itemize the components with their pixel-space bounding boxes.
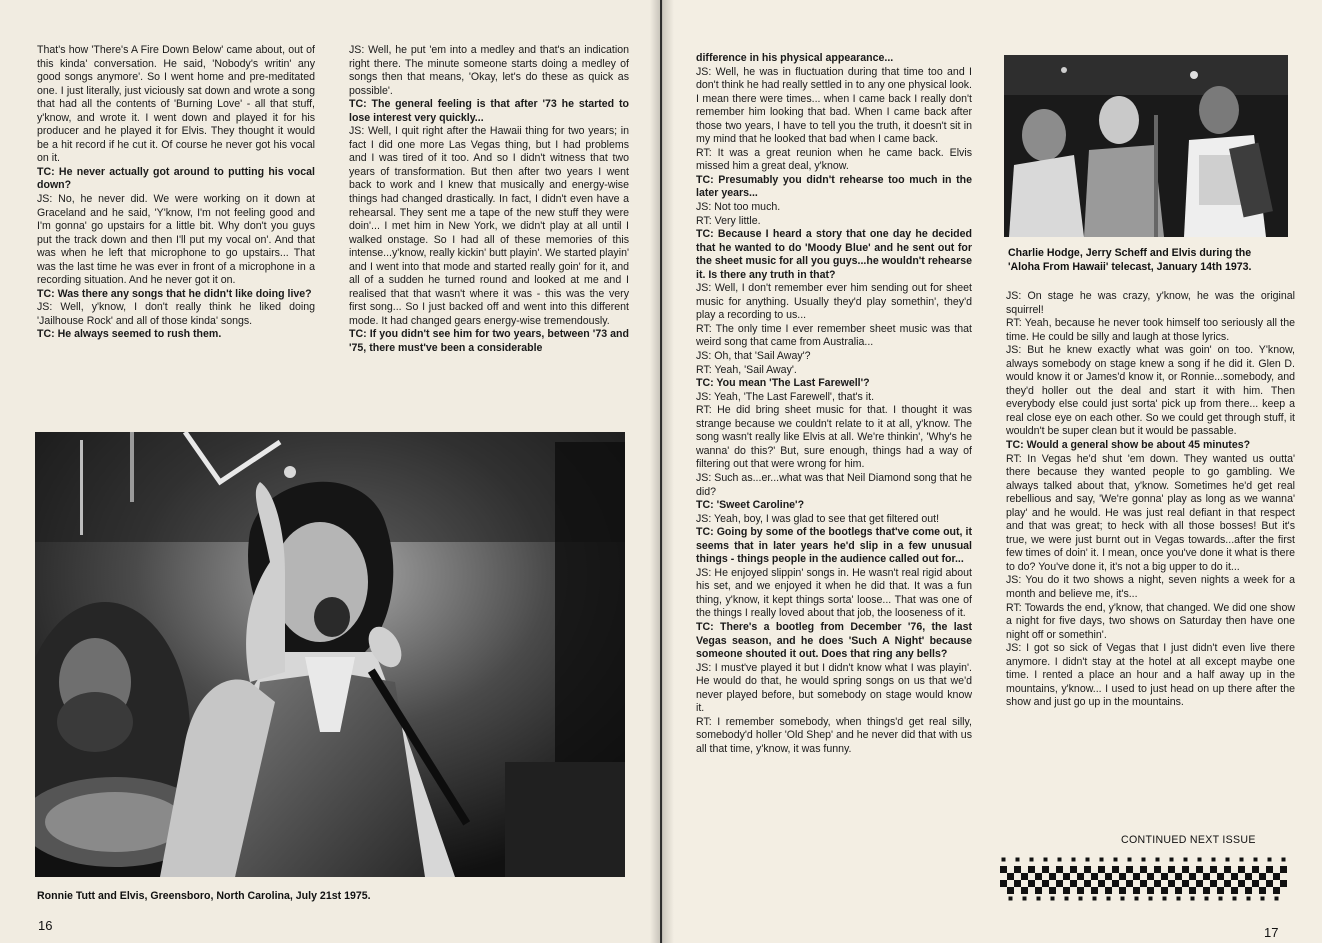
interviewer-question: TC: Was there any songs that he didn't like doing live? — [37, 287, 312, 300]
concert-photo-image — [35, 432, 625, 877]
left-photo-caption: Ronnie Tutt and Elvis, Greensboro, North Carolina, July 21st 1975. — [37, 890, 371, 902]
interviewer-question: difference in his physical appearance... — [696, 52, 894, 64]
interviewer-question: TC: There's a bootleg from December '76, the last Vegas season, and he does 'Such A Night' because someone shouted it out. Does that ring any bells? — [696, 620, 972, 661]
interviewer-question: TC: If you didn't see him for two years, between '73 and '75, there must've been a considerable — [349, 328, 629, 355]
interviewer-question: TC: He always seemed to rush them. — [37, 328, 222, 341]
checkered-border-ornament — [1000, 856, 1292, 902]
interview-answer: JS: Well, he was in fluctuation during that time too and I don't think he had really settled in to any one physical look. I mean there were times... when I came back I really don't remember him looking that bad. When I came back after those two years, I have to tell you the truth, it doesn't sit in my mind that he looked that bad when I came back. — [696, 65, 972, 146]
interview-answer: RT: It was a great reunion when he came back. Elvis missed him a great deal, y'know. — [696, 146, 972, 173]
interview-answer: RT: Very little. — [696, 214, 761, 227]
right-photo-caption-line-2: 'Aloha From Hawaii' telecast, January 14th 1973. — [1008, 260, 1252, 273]
interview-answer: RT: Yeah, 'Sail Away'. — [696, 363, 797, 376]
interview-answer: JS: Yeah, 'The Last Farewell', that's it. — [696, 390, 875, 403]
interview-answer: RT: In Vegas he'd shut 'em down. They wanted us outta' there because they wanted people to go gambling. We always talked about that, y'know. Sometimes he'd get real rebellious and say, 'We're gonna' play as long as we wanna' play' and he would. He was just real defiant in that respect and that was great; to heck with all those bosses! But it's true, we were just burnt out in Vegas towards...after the first few times of doin' it. I mean, once you've done it what is there to do? You've done it, it's not a big upper to do it... — [1006, 452, 1295, 573]
interview-answer: That's how 'There's A Fire Down Below' came about, out of this kinda' conversation. He said, 'Nobody's writin' any good songs anymore'. So I went home and pre-meditated one. I just literally, just viciously sat down and wrote a song that had all the contents of 'Burning Love' - all that stuff, y'know, and wrote it. I went down and played it for his producer and he played it for Elvis. They thought it would be a hit record if he cut it. Of course he never got his vocal on it. — [37, 44, 315, 165]
interviewer-question: TC: 'Sweet Caroline'? — [696, 499, 805, 512]
interview-answer: JS: No, he never did. We were working on it down at Graceland and he said, 'Y'know, I'm not feeling good and I'm gonna' go upstairs for a little bit. Why don't you guys put the track down and then I'll put my vocal on'. And that was when he left that microphone to go upstairs... That was the last time he was ever in front of a microphone in a recording situation. And he never got it on. — [37, 193, 315, 287]
interview-answer: RT: Towards the end, y'know, that changed. We did one show a night for five days, two shows on Saturday then have one night off or somethin'. — [1006, 601, 1295, 641]
left-page — [0, 0, 660, 943]
concert-photo-ronnie-tutt-elvis — [35, 432, 625, 877]
aloha-from-hawaii-photo — [1004, 55, 1288, 237]
right-column-1 — [696, 52, 972, 756]
interview-answer: JS: He enjoyed slippin' songs in. He wasn't real rigid about his set, and we enjoyed it when he did that. It was a fun thing, y'know, it kept things sorta' loose... That was one of the things I really loved about that job, the looseness of it. — [696, 566, 972, 620]
interview-answer: RT: The only time I ever remember sheet music was that weird song that came from Australia... — [696, 322, 972, 349]
interviewer-question: TC: Would a general show be about 45 minutes? — [1006, 439, 1251, 452]
interviewer-question: TC: You mean 'The Last Farewell'? — [696, 377, 870, 390]
checkered-border-graphic — [1000, 856, 1292, 902]
interviewer-question: TC: The general feeling is that after '73 he started to lose interest very quickly... — [349, 98, 629, 124]
interview-answer: JS: On stage he was crazy, y'know, he was the original squirrel! — [1006, 290, 1295, 316]
interview-answer: JS: Well, I quit right after the Hawaii thing for two years; in fact I did one more Las Vegas thing, but I had problems and I was tired of it too. And so I didn't witness that two years of transformation. But then after two years I went back to work and I knew that musically and energy-wise things had changed drastically. In fact, I didn't even have a rehearsal. They sent me a tape of the new stuff they were doin'... I met him in New York, we didn't play at all until I walked onstage. So I had all of these memories of this intense...y'know, really kickin' butt playin'. We started playin' and I went into that mode and started really goin' for it, and all of a sudden he turned round and looked at me and I realised that that wasn't where it was - this was the very first song... So I just backed off and went into this different mode. It had changed gears energy-wise tremendously. — [349, 125, 629, 327]
interviewer-question: TC: Because I heard a story that one day he decided that he wanted to do 'Moody Blue' and he sent out for the sheet music for all you guys...he wouldn't rehearse it. Is there any truth in that? — [696, 228, 972, 281]
aloha-photo-image — [1004, 55, 1288, 237]
interview-answer: JS: I got so sick of Vegas that I just didn't even live there anymore. I didn't stay at the hotel at all except maybe one time. I rented a place an hour and a half away up in the mountains, y'know... I used to just head on up there after the show and just go up in the mountains. — [1006, 642, 1295, 709]
left-column-1 — [37, 44, 315, 342]
interview-answer: JS: Oh, that 'Sail Away'? — [696, 350, 811, 363]
interview-answer: RT: I remember somebody, when things'd get real silly, somebody'd holler 'Old Shep' and he never did that with us all that time, y'know, it was funny. — [696, 715, 972, 755]
interviewer-question: TC: He never actually got around to putting his vocal down? — [37, 165, 315, 192]
interview-answer: JS: I must've played it but I didn't know what I was playin'. He would do that, he would spring songs on us that we'd never played before, but somebody on stage would know it. — [696, 661, 972, 715]
right-page — [662, 0, 1322, 943]
interview-answer: JS: Well, I don't remember ever him sending out for sheet music for anything. Usually they'd play somethin', they'd play a recording to us... — [696, 282, 972, 322]
interviewer-question: TC: Presumably you didn't rehearse too much in the later years... — [696, 173, 972, 200]
continued-next-issue: CONTINUED NEXT ISSUE — [1121, 834, 1256, 846]
page-number-left: 16 — [38, 918, 53, 933]
interview-answer: JS: Well, y'know, I don't really think he liked doing 'Jailhouse Rock' and all of those kinda' songs. — [37, 301, 315, 327]
interview-answer: JS: Yeah, boy, I was glad to see that get filtered out! — [696, 512, 940, 525]
right-column-2 — [1006, 290, 1295, 710]
right-photo-caption-line-1: Charlie Hodge, Jerry Scheff and Elvis during the — [1008, 247, 1252, 259]
page-number-right: 17 — [1264, 925, 1279, 940]
interview-answer: JS: You do it two shows a night, seven nights a week for a month and believe me, it's... — [1006, 574, 1295, 601]
binding-gutter — [650, 0, 674, 943]
interview-answer: RT: Yeah, because he never took himself too seriously all the time. He could be silly and laugh at those lyrics. — [1006, 317, 1295, 343]
interview-answer: JS: But he knew exactly what was goin' on too. Y'know, always somebody on stage knew a song if he did it. Glen D. would know it or James'd know it, or Ronnie...somebody, and they'd holler out the deal and start it with him. Then everybody else could just sorta' pick up from there... keep a real close eye on each other. So we could get through stuff, it wouldn't be super clean but it would be passable. — [1006, 344, 1295, 438]
interview-answer: JS: Not too much. — [696, 201, 781, 214]
interviewer-question: TC: Going by some of the bootlegs that've come out, it seems that in later years he'd slip in a few unusual things - things people in the audience called out for... — [696, 526, 972, 566]
interview-answer: JS: Well, he put 'em into a medley and that's an indication right there. The minute someone starts doing a medley of songs then that means, 'Okay, let's do these as quick as possible'. — [349, 44, 629, 97]
interview-answer: RT: He did bring sheet music for that. I thought it was strange because we couldn't relate to it at all, y'know. The song wasn't really like Elvis at all. We're thinkin', 'Why's he wanna' do this?' But, sure enough, things had a way of filtering out that were wrong for him. — [696, 404, 972, 471]
right-photo-caption — [1008, 247, 1293, 274]
interview-answer: JS: Such as...er...what was that Neil Diamond song that he did? — [696, 471, 972, 498]
left-column-2 — [349, 44, 629, 356]
